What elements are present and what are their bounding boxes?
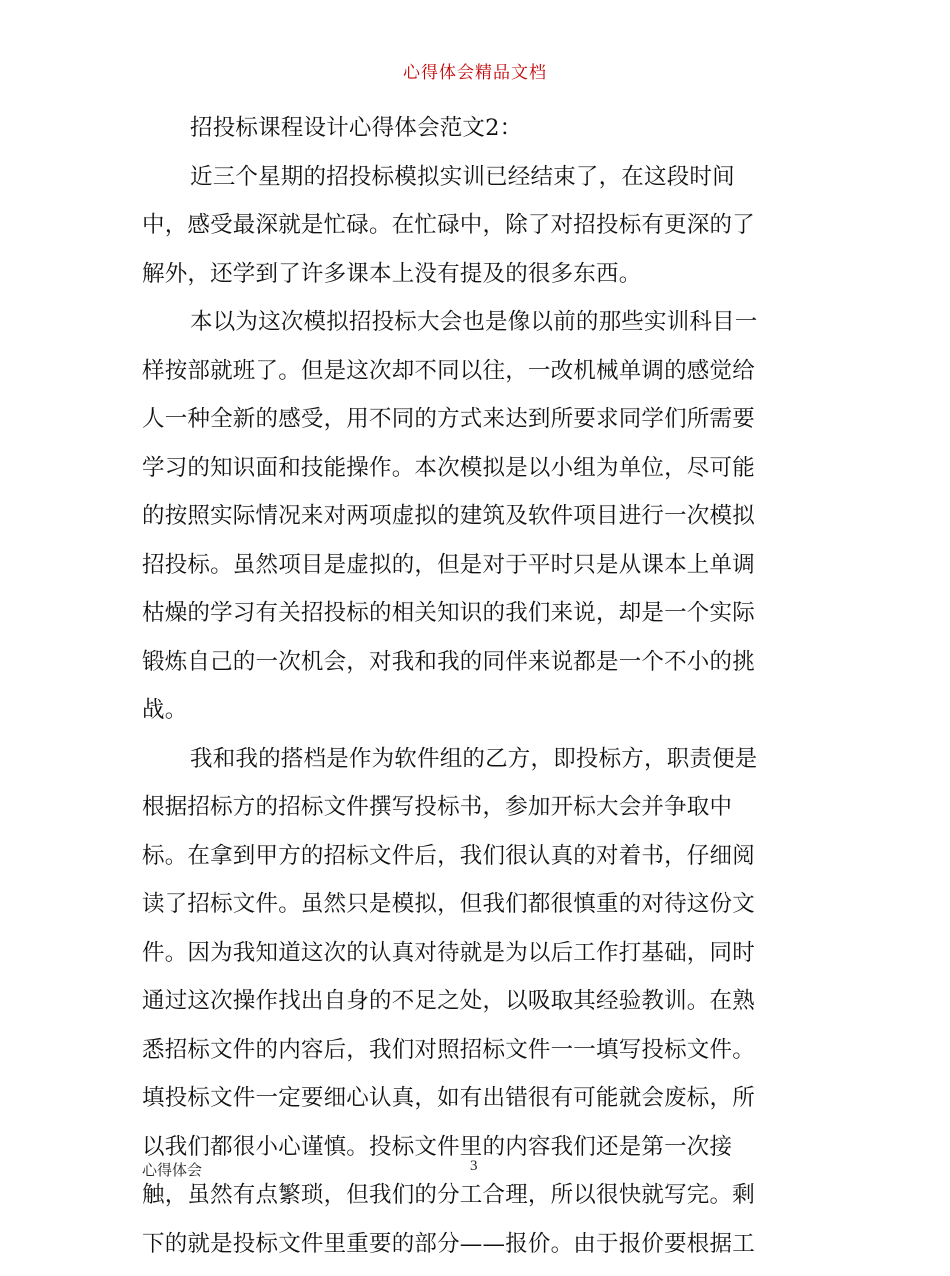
document-title: 招投标课程设计心得体会范文2： <box>190 115 523 141</box>
paragraph-line: 样按部就班了。但是这次却不同以往，一改机械单调的感觉给 <box>142 357 755 384</box>
paragraph-line: 我和我的搭档是作为软件组的乙方，即投标方，职责便是 <box>190 745 758 772</box>
paragraph-line: 通过这次操作找出自身的不足之处，以吸取其经验教训。在熟 <box>142 988 755 1014</box>
paragraph-line: 读了招标文件。虽然只是模拟，但我们都很慎重的对待这份文 <box>142 891 755 917</box>
paragraph-line: 本以为这次模拟招投标大会也是像以前的那些实训科目一 <box>190 309 758 335</box>
paragraph-line: 触，虽然有点繁琐，但我们的分工合理，所以很快就写完。剩 <box>142 1182 755 1208</box>
footer-label: 心得体会 <box>142 1161 203 1179</box>
paragraph-line: 下的就是投标文件里重要的部分——报价。由于报价要根据工 <box>142 1230 755 1257</box>
paragraph-line: 标。在拿到甲方的招标文件后，我们很认真的对着书，仔细阅 <box>142 842 755 869</box>
paragraph-line: 的按照实际情况来对两项虚拟的建筑及软件项目进行一次模拟 <box>142 503 755 529</box>
paragraph-line: 件。因为我知道这次的认真对待就是为以后工作打基础，同时 <box>142 939 755 966</box>
paragraph-line: 近三个星期的招投标模拟实训已经结束了，在这段时间 <box>190 163 735 190</box>
paragraph-line: 学习的知识面和技能操作。本次模拟是以小组为单位，尽可能 <box>142 454 755 481</box>
paragraph-line: 根据招标方的招标文件撰写投标书，参加开标大会并争取中 <box>142 794 733 820</box>
paragraph-line: 人一种全新的感受，用不同的方式来达到所要求同学们所需要 <box>142 406 755 432</box>
page-number: 3 <box>470 1158 478 1174</box>
paragraph-line: 招投标。虽然项目是虚拟的，但是对于平时只是从课本上单调 <box>142 551 755 578</box>
document-body <box>142 112 812 1276</box>
paragraph-line: 解外，还学到了许多课本上没有提及的很多东西。 <box>142 260 642 287</box>
paragraph-line: 战。 <box>142 697 188 723</box>
paragraph-line: 以我们都很小心谨慎。投标文件里的内容我们还是第一次接 <box>142 1133 733 1160</box>
paragraph-line: 悉招标文件的内容后，我们对照招标文件一一填写投标文件。 <box>142 1036 755 1063</box>
paragraph-line: 枯燥的学习有关招投标的相关知识的我们来说，却是一个实际 <box>142 600 755 626</box>
paragraph-line: 填投标文件一定要细心认真，如有出错很有可能就会废标，所 <box>142 1085 755 1111</box>
document-header: 心得体会精品文档 <box>403 63 547 83</box>
paragraph-line: 中，感受最深就是忙碌。在忙碌中，除了对招投标有更深的了 <box>142 212 755 238</box>
paragraph-line: 锻炼自己的一次机会，对我和我的同伴来说都是一个不小的挑 <box>142 648 755 675</box>
